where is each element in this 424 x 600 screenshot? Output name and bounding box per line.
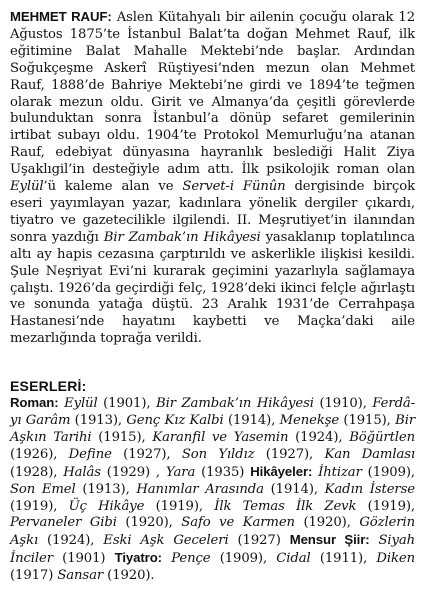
- work-title: Kan Damlası: [324, 446, 415, 462]
- work-year: (1910),: [313, 396, 373, 412]
- works-heading: ESERLERİ:: [10, 378, 87, 395]
- work-year: (1924),: [38, 533, 104, 549]
- work-title: Son Yıldız: [181, 446, 255, 462]
- work-year: (1919),: [144, 498, 215, 514]
- work-year: (1929) ,: [100, 464, 166, 480]
- work-title: Hanımlar Arasında: [136, 481, 264, 497]
- work-title: Pervaneler Gibi: [10, 515, 117, 531]
- bio-text-3: dergisinde birçok eseri yayımlayan yazar, kadınlara yönelik dergiler çıkardı, tiyatro ve gazetecilikle ilgilendi. II. Meşrutiyet’in ilanından sonra yazdığı: [10, 179, 415, 245]
- roman-label: Roman:: [10, 395, 59, 411]
- work-title: Üç Hikâye: [68, 498, 145, 514]
- work-year: (1926),: [10, 446, 69, 462]
- work-title: Cidal: [276, 551, 311, 567]
- work-year: (1915),: [339, 413, 396, 429]
- tiyatro-label: Tiyatro:: [114, 550, 162, 566]
- work-title: Ferdâ-yı Garâm: [10, 396, 416, 429]
- work-title: Bir Aşkın Tarihi: [10, 413, 416, 445]
- work-year: (1919),: [10, 498, 69, 514]
- work-year: (1927),: [111, 446, 182, 462]
- author-name: MEHMET RAUF:: [10, 9, 112, 24]
- work-title: Karanfil ve Yasemin: [152, 429, 289, 445]
- bio-text-4: yasaklanıp toplatılınca altı ay hapis cezasına çarptırıldı ve askerlikle ilişkisi kesildi. Şule Neşriyat Evi’ni kurarak geçimini yazarlıyla sağlamaya çalıştı. 1926’da geçirdiği felç, 1928’deki ikinci felçle ağırlaştı ve sonunda yatağa düştü. 23 Aralık 1931’de Cerrahpaşa Hastanesi’nde hayatını kaybetti ve Maçka’daki aile mezarlığında toprağa verildi.: [10, 229, 416, 347]
- work-title: Menekşe: [279, 413, 340, 429]
- work-title: Sansar: [57, 568, 104, 584]
- work-year: (1917): [10, 568, 58, 584]
- work-title: Gözlerin Aşkı: [10, 515, 416, 549]
- works-paragraph: [10, 395, 415, 585]
- hikaye-label: Hikâyeler:: [250, 463, 313, 479]
- work-title: Define: [68, 446, 112, 462]
- work-title: Eylül: [64, 396, 98, 412]
- bio-text-1: Aslen Kütahyalı bir ailenin çocuğu olarak 12 Ağustos 1875’te İstanbul Balat’ta doğan Mehmet Rauf, ilk eğitimine Balat Mahalle Mektebi’nde başlar. Ardından Soğukçeşme Askerî Rüştiyesi’nden mezun olan Mehmet Rauf, 1888’de Bahriye Mektebi’ne girdi ve 1894’te teğmen olarak mezun oldu. Girit ve Almanya’da çeşitli görevlerde bulunduktan sonra İstanbul’a dönüp sefaret gemilerinin irtibat subayı oldu. 1904’te Protokol Memurluğu’na atanan Rauf, edebiyat dünyasına hayranlık beslediği Halit Ziya Uşaklıgil’in desteğiyle adım attı. İlk psikolojik roman olan: [10, 10, 416, 178]
- siir-label: Mensur Şiir:: [289, 532, 370, 548]
- work-title: Bir Zambak’ın Hikâyesi: [156, 396, 314, 412]
- work-year: (1901): [52, 551, 115, 567]
- work-title: İhtizar: [318, 464, 362, 480]
- work-title: Kadın İsterse: [324, 481, 415, 497]
- bio-title-zambak: Bir Zambak’ın Hikâyesi: [103, 229, 261, 245]
- work-title: Diken: [376, 551, 416, 567]
- work-year: (1911),: [310, 551, 377, 567]
- work-title: Halâs: [63, 464, 101, 480]
- biography-paragraph: [10, 9, 415, 348]
- work-title: Böğürtlen: [349, 429, 416, 445]
- work-title: Yara: [165, 464, 196, 480]
- work-year: (1927),: [254, 446, 325, 462]
- work-year: (1919),: [356, 498, 416, 514]
- work-year: (1928),: [10, 464, 64, 480]
- work-year: (1909),: [361, 464, 415, 480]
- work-title: Safo ve Karmen: [181, 515, 295, 531]
- work-title: Siyah İnciler: [10, 533, 416, 567]
- work-year: (1913),: [75, 481, 137, 497]
- work-year: (1927): [228, 533, 290, 549]
- work-year: (1901),: [97, 396, 157, 412]
- bio-title-servet: Servet-i Fünûn: [182, 179, 286, 195]
- work-year: (1914),: [223, 413, 280, 429]
- work-title: Eski Aşk Geceleri: [103, 533, 229, 549]
- work-title: Genç Kız Kalbi: [126, 413, 224, 429]
- work-year: (1920),: [294, 515, 360, 531]
- work-year: (1920).: [103, 568, 155, 584]
- work-title: Son Emel: [10, 481, 76, 497]
- work-year: (1920),: [116, 515, 182, 531]
- work-year: (1914),: [263, 481, 325, 497]
- work-year: (1915),: [91, 429, 153, 445]
- bio-text-2: ’ü kaleme alan ve: [43, 179, 183, 195]
- work-year: (1935): [195, 464, 251, 480]
- work-year: (1913),: [70, 413, 127, 429]
- work-year: (1909),: [210, 551, 277, 567]
- work-title: İlk Temas İlk Zevk: [214, 498, 357, 514]
- work-year: (1924),: [288, 429, 350, 445]
- work-title: Pençe: [171, 551, 211, 567]
- bio-title-eylul: Eylül: [10, 179, 44, 195]
